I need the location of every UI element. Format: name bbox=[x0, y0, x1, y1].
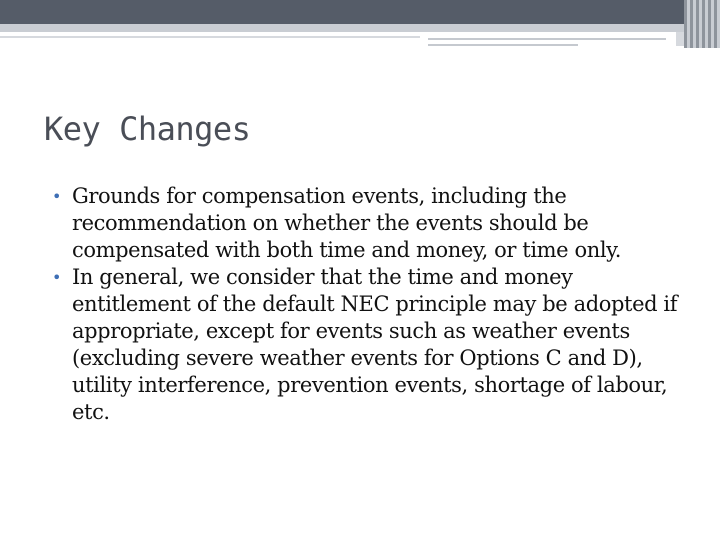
bullet-icon: • bbox=[52, 268, 62, 287]
header-rule bbox=[0, 36, 420, 38]
header-rule bbox=[428, 44, 578, 46]
bullet-item bbox=[52, 264, 692, 426]
slide-title: Key Changes bbox=[44, 110, 251, 148]
header-rule bbox=[428, 38, 666, 40]
header-sub-bar bbox=[0, 24, 720, 32]
bullet-list bbox=[52, 183, 692, 426]
bullet-icon: • bbox=[52, 187, 62, 206]
bullet-text: In general, we consider that the time and money entitlement of the default NEC principle may be adopted if appropriate, except for events such as weather events (excluding severe weather events for Options C and D), utility interference, prevention events, shortage of labour, etc. bbox=[72, 265, 678, 424]
bullet-text: Grounds for compensation events, including the recommendation on whether the events should be compensated with both time and money, or time only. bbox=[72, 184, 622, 262]
header-stripes bbox=[684, 0, 720, 48]
bullet-item bbox=[52, 183, 692, 264]
header-bar bbox=[0, 0, 720, 24]
